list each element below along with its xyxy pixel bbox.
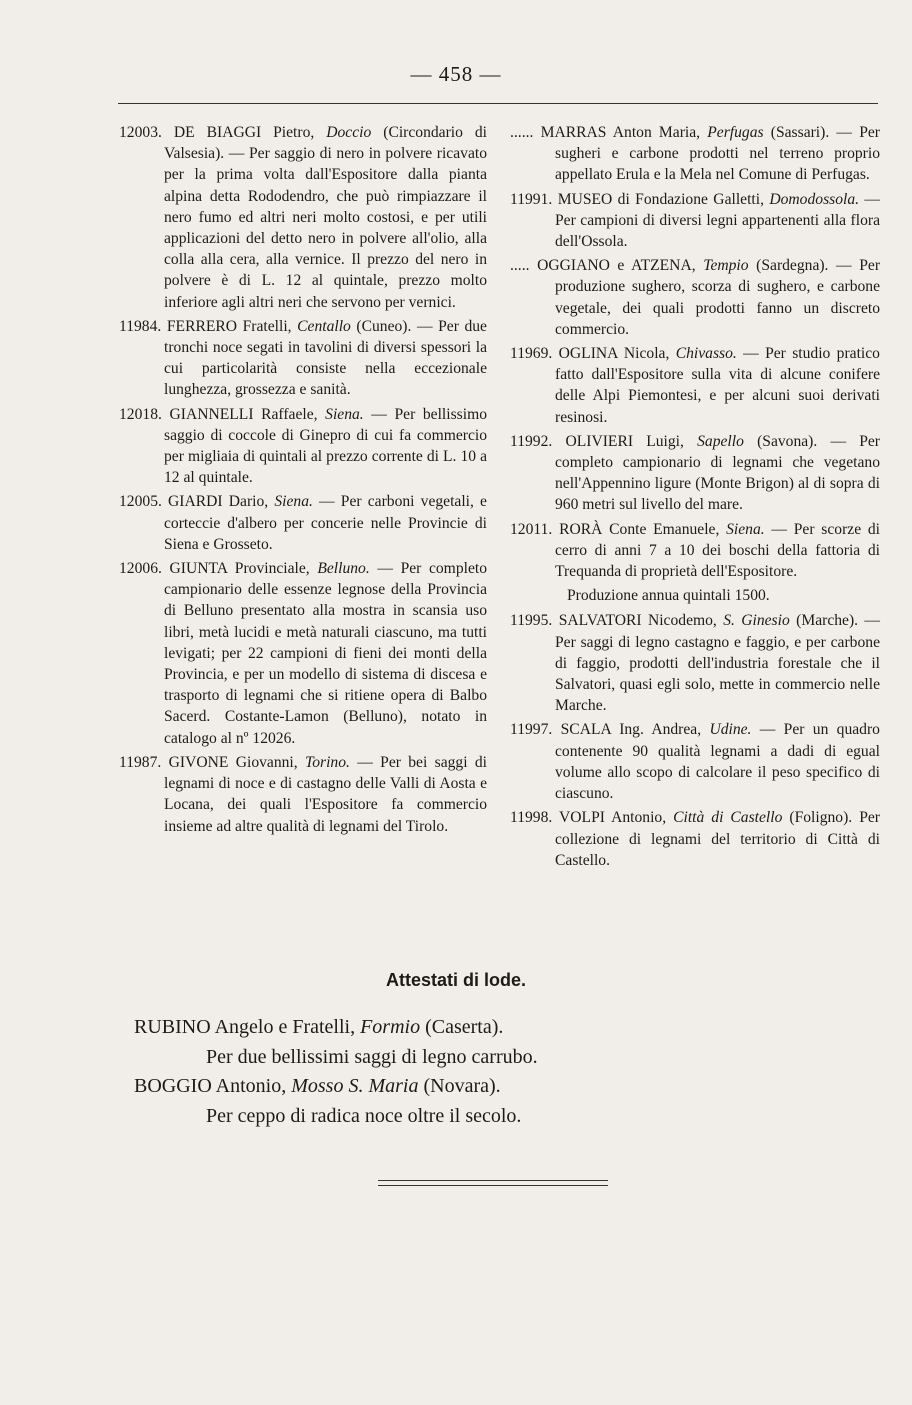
- entry-province: (Savona). — Per: [757, 432, 881, 450]
- entry-number: 11991.: [510, 190, 553, 208]
- entry-province: (Marche). —: [796, 612, 880, 630]
- entry-description: contenente 90 qualità legnami a dadi di egual volume allo scopo di calcolare il peso specifico di ciascuno.: [555, 742, 880, 803]
- entry-description: di diversi legni appartenenti alla flora dell'Ossola.: [555, 211, 880, 251]
- entry-province: — Per completo: [377, 560, 487, 578]
- catalog-entry: [119, 752, 487, 837]
- entry-location: Sapello: [697, 432, 744, 450]
- award-name: RUBINO Angelo e Fratelli,: [134, 1016, 356, 1038]
- catalog-entry: [510, 255, 880, 340]
- entry-province: — Per scorze: [771, 520, 862, 538]
- entry-location: Siena.: [325, 405, 364, 423]
- entry-number: 11969.: [510, 345, 553, 363]
- catalog-entry: [510, 610, 880, 716]
- catalog-entry: [119, 491, 487, 555]
- entry-description: di cerro di anni 7 a 10 dei boschi della fattoria di Trequanda di proprietà dell'Espositore.: [555, 520, 880, 581]
- entry-province: — Per bei saggi: [357, 753, 468, 771]
- entry-number: 11998.: [510, 809, 553, 827]
- entry-name: RORÀ Conte Emanuele,: [559, 520, 720, 538]
- catalog-entry: [119, 316, 487, 401]
- entry-description: e corteccie d'albero per concerie nelle Provincie di Siena e Grosseto.: [164, 493, 487, 553]
- catalog-entry: [510, 431, 880, 516]
- entry-province: (Sassari).: [770, 124, 830, 141]
- catalog-entry: [510, 343, 880, 428]
- entry-location: Siena.: [274, 493, 313, 511]
- header-rule: [118, 103, 878, 104]
- entry-number: .....: [510, 257, 530, 275]
- entry-number: 11997.: [510, 721, 553, 739]
- entry-name: FERRERO Fratelli,: [166, 317, 292, 335]
- entry-location: Tempio: [703, 257, 749, 275]
- entry-description: nero in polvere ricavato per la prima volta dall'Espositore dalla pianta alpina detta Rododendro, che può rimpiazzare il nero fumo ed altri neri molto costosi, e per utili applicazioni del detto nero in polvere all'olio, alla colla alla cera, alla vernice. Il prezzo del nero in polvere è di L. 12 al quintale, prezzo molto inferiore agli altri neri che servono per vernici.: [164, 145, 487, 311]
- entry-description: Per saggi di legno castagno e faggio, e per carbone di faggio, prodotti dell'industria forestale che il Salvatori, quasi egli solo, mette in commercio nelle Marche.: [555, 633, 880, 715]
- entry-name: OGLINA Nicola,: [558, 345, 670, 363]
- catalog-entry: [510, 719, 880, 804]
- catalog-entry: [119, 404, 487, 489]
- entry-location: Città di Castello: [673, 809, 783, 827]
- entry-name: OLIVIERI Luigi,: [565, 432, 684, 450]
- catalog-entry: [510, 189, 880, 253]
- entry-number: 12011.: [510, 520, 553, 538]
- entry-description: saggio di coccole di Ginepro di cui fa commercio per migliaia di quintali al prezzo corrente di L. 10 a 12 al quintale.: [164, 426, 487, 487]
- entry-name: MUSEO di Fondazione Galletti,: [557, 190, 764, 208]
- entry-number: 11987.: [119, 753, 162, 771]
- entry-name: SALVATORI Nicodemo,: [558, 612, 717, 630]
- entry-description: Per due tronchi noce segati in tavolini di diversi spessori la cui particolarità consiste nella eccezionale lunghezza, grossezza e sanità.: [164, 317, 487, 399]
- entry-number: ......: [510, 124, 534, 141]
- entry-name: GIUNTA Provinciale,: [169, 560, 310, 578]
- entry-description: completo campionario di legnami che vegetano nell'Appennino ligure (Monte Brigon) al di sopra di 960 metri sul livello del mare.: [555, 454, 880, 514]
- award-name: BOGGIO Antonio,: [134, 1075, 287, 1097]
- entry-province: — Per campioni: [555, 190, 881, 229]
- entry-name: VOLPI Antonio,: [559, 809, 667, 827]
- award-description: Per due bellissimi saggi di legno carrubo.: [206, 1046, 538, 1068]
- section-title: Attestati di lode.: [385, 970, 526, 990]
- entry-name: OGGIANO e ATZENA,: [537, 257, 696, 275]
- entry-province: — Per bellissimo: [371, 405, 487, 423]
- entry-location: Domodossola.: [769, 190, 860, 208]
- catalog-entry: [510, 122, 880, 186]
- award-location: Mosso S. Maria: [291, 1075, 419, 1097]
- entry-name: GIARDI Dario,: [168, 493, 269, 511]
- footer-rule: [378, 1180, 608, 1186]
- entry-number: 12005.: [119, 493, 162, 511]
- entry-description: di legnami di noce e di castagno delle Valli di Aosta e Locana, dei quali l'Espositore fa commercio insieme ad altre qualità di legnami del Tirolo.: [164, 753, 487, 835]
- entry-number: 12003.: [119, 124, 162, 141]
- page-number: — 458 —: [410, 62, 502, 86]
- entry-province: — Per studio: [743, 345, 831, 363]
- entry-number: 12018.: [119, 405, 162, 423]
- entry-location: Torino.: [304, 753, 350, 771]
- catalog-entry: [119, 122, 487, 313]
- entry-location: Belluno.: [317, 560, 370, 578]
- entry-description: — Per produzione sughero, scorza di sughero, e carbone vegetale, dei quali prodotti fanno un discreto commercio.: [555, 257, 881, 338]
- entry-name: GIVONE Giovanni,: [168, 753, 298, 771]
- entry-location: Udine.: [709, 721, 752, 739]
- entry-note: Produzione annua quintali 1500.: [567, 587, 770, 605]
- entry-location: Perfugas: [707, 124, 764, 141]
- left-column: [119, 122, 487, 840]
- award-province: (Caserta).: [425, 1016, 504, 1038]
- award-description: Per ceppo di radica noce oltre il secolo.: [206, 1105, 522, 1127]
- entry-number: 11995.: [510, 612, 553, 630]
- catalog-entry: [510, 519, 880, 583]
- catalog-entry: [119, 558, 487, 749]
- entry-province: — Per un quadro: [759, 721, 880, 739]
- entry-province: — Per carboni vegetali,: [319, 493, 474, 511]
- entry-name: DE BIAGGI Pietro,: [173, 124, 315, 141]
- entry-location: Doccio: [326, 124, 372, 141]
- entry-province: (Circondario di Valsesia). — Per saggio di: [164, 124, 488, 163]
- award-province: (Novara).: [423, 1075, 501, 1097]
- entry-province: (Cuneo). —: [356, 317, 433, 335]
- entry-number: 11984.: [119, 317, 162, 335]
- entry-number: 11992.: [510, 432, 553, 450]
- entry-description: campionario delle essenze legnose della Provincia di Belluno presentato alla mostra in scansia uso libri, metà lucidi e metà naturali ciascuno, ma tutti levigati; per 22 campioni di fieni dei monti della Provincia, e per un modello di sistema di discesa e trasporto di legnami che si ritiene opera di Balbo Sacerd. Costante-Lamon (Belluno), notato in catalogo al nº 12026.: [164, 581, 487, 747]
- entry-name: GIANNELLI Raffaele,: [169, 405, 318, 423]
- entry-description: pratico fatto dall'Espositore sulla vita di alcune conifere delle Alpi Piemontesi, e per alcuni suoi derivati resinosi.: [555, 345, 880, 426]
- entry-location: Siena.: [726, 520, 765, 538]
- award-entry: [134, 1071, 814, 1131]
- entry-location: Chivasso.: [675, 345, 737, 363]
- award-heading: [134, 1012, 814, 1042]
- catalog-entry: [510, 807, 880, 871]
- entry-description: Per collezione di legnami del territorio di Città di Castello.: [555, 809, 880, 869]
- entry-province: (Foligno).: [789, 809, 853, 827]
- award-location: Formio: [360, 1016, 421, 1038]
- entry-name: MARRAS Anton Maria,: [540, 124, 701, 141]
- award-heading: [134, 1071, 814, 1101]
- right-column: [510, 122, 880, 874]
- entry-location: Centallo: [297, 317, 351, 335]
- entry-description: — Per sugheri e carbone prodotti nel terreno proprio appellato Erula e la Mela nel Comune di Perfugas.: [555, 124, 880, 184]
- entry-location: S. Ginesio: [723, 612, 790, 630]
- entry-province: (Sardegna).: [756, 257, 829, 275]
- entry-number: 12006.: [119, 560, 162, 578]
- entry-name: SCALA Ing. Andrea,: [560, 721, 702, 739]
- award-entry: [134, 1012, 814, 1072]
